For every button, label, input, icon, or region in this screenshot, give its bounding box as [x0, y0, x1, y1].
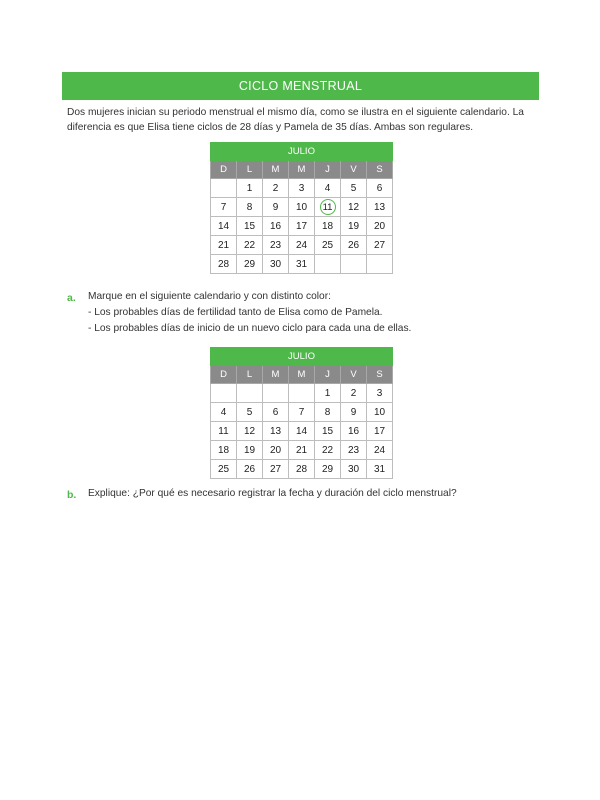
- calendar-day-cell[interactable]: 12: [341, 198, 367, 217]
- calendar-day-cell[interactable]: 26: [341, 236, 367, 255]
- calendar-july-1: [210, 142, 393, 274]
- question-a-bullet: - Los probables días de inicio de un nuevo ciclo para cada una de ellas.: [88, 323, 412, 334]
- calendar-day-cell[interactable]: 11: [211, 422, 237, 441]
- calendar-day-cell[interactable]: 27: [263, 460, 289, 479]
- calendar-day-cell[interactable]: 10: [289, 198, 315, 217]
- calendar-day-cell[interactable]: 14: [211, 217, 237, 236]
- calendar-day-cell[interactable]: 21: [211, 236, 237, 255]
- calendar-week-row: [211, 460, 393, 479]
- calendar-day-cell[interactable]: 20: [367, 217, 393, 236]
- question-a-prompt: Marque en el siguiente calendario y con distinto color:: [88, 291, 331, 302]
- calendar-week-row: [211, 441, 393, 460]
- weekday-header: M: [263, 161, 289, 179]
- calendar-day-cell[interactable]: 6: [263, 403, 289, 422]
- calendar-day-cell[interactable]: 21: [289, 441, 315, 460]
- weekday-header: M: [289, 366, 315, 384]
- calendar-day-cell[interactable]: 5: [237, 403, 263, 422]
- calendar-empty-cell[interactable]: [289, 384, 315, 403]
- calendar-day-cell[interactable]: 5: [341, 179, 367, 198]
- weekday-header: L: [237, 366, 263, 384]
- highlighted-day-circle: 11: [320, 199, 336, 215]
- calendar-day-cell[interactable]: 12: [237, 422, 263, 441]
- calendar-day-cell[interactable]: 2: [263, 179, 289, 198]
- calendar-day-cell[interactable]: 30: [263, 255, 289, 274]
- calendar-day-cell[interactable]: 22: [315, 441, 341, 460]
- calendar-empty-cell[interactable]: [211, 179, 237, 198]
- calendar-day-cell[interactable]: 6: [367, 179, 393, 198]
- question-a-text: [88, 289, 538, 337]
- calendar-day-cell[interactable]: 27: [367, 236, 393, 255]
- calendar-day-cell[interactable]: 3: [289, 179, 315, 198]
- calendar-day-cell[interactable]: 7: [211, 198, 237, 217]
- calendar-day-cell[interactable]: 4: [315, 179, 341, 198]
- calendar-day-cell[interactable]: 13: [263, 422, 289, 441]
- calendar-day-cell[interactable]: 19: [237, 441, 263, 460]
- question-b-text: Explique: ¿Por qué es necesario registrar la fecha y duración del ciclo menstrual?: [88, 488, 457, 499]
- calendar-week-row: [211, 255, 393, 274]
- calendar-week-row: [211, 217, 393, 236]
- calendar-day-cell[interactable]: 1: [237, 179, 263, 198]
- intro-paragraph: Dos mujeres inician su periodo menstrual el mismo día, como se ilustra en el siguiente calendario. La diferencia es que Elisa tiene ciclos de 28 días y Pamela de 35 días. Ambas son regulares.: [67, 107, 524, 133]
- calendar-day-cell[interactable]: 7: [289, 403, 315, 422]
- calendar-day-cell[interactable]: 14: [289, 422, 315, 441]
- calendar-empty-cell[interactable]: [367, 255, 393, 274]
- calendar-day-cell[interactable]: 25: [211, 460, 237, 479]
- calendar-empty-cell[interactable]: [263, 384, 289, 403]
- calendar-day-cell[interactable]: 15: [237, 217, 263, 236]
- calendar-day-cell[interactable]: 23: [341, 441, 367, 460]
- calendar-day-cell[interactable]: 9: [341, 403, 367, 422]
- calendar-day-cell[interactable]: 8: [315, 403, 341, 422]
- calendar-day-cell[interactable]: 24: [367, 441, 393, 460]
- calendar-empty-cell[interactable]: [315, 255, 341, 274]
- calendar-week-row: [211, 422, 393, 441]
- calendar-day-cell[interactable]: 16: [263, 217, 289, 236]
- calendar-empty-cell[interactable]: [237, 384, 263, 403]
- weekday-header: S: [367, 366, 393, 384]
- calendar-empty-cell[interactable]: [211, 384, 237, 403]
- weekday-header: D: [211, 366, 237, 384]
- calendar-day-cell[interactable]: 18: [211, 441, 237, 460]
- calendar-day-cell[interactable]: 17: [289, 217, 315, 236]
- weekday-header: S: [367, 161, 393, 179]
- calendar-day-cell[interactable]: 2: [341, 384, 367, 403]
- calendar-month: JULIO: [211, 143, 393, 161]
- calendar-day-cell[interactable]: 10: [367, 403, 393, 422]
- calendar-july-2: [210, 347, 393, 479]
- weekday-header: J: [315, 366, 341, 384]
- calendar-day-cell[interactable]: 13: [367, 198, 393, 217]
- calendar-day-cell[interactable]: 24: [289, 236, 315, 255]
- calendar-day-cell[interactable]: 15: [315, 422, 341, 441]
- question-a-label: a.: [67, 292, 76, 304]
- calendar-month: JULIO: [211, 348, 393, 366]
- calendar-day-cell[interactable]: 17: [367, 422, 393, 441]
- calendar-week-row: [211, 179, 393, 198]
- calendar-day-cell[interactable]: [315, 198, 341, 217]
- question-a-bullet: - Los probables días de fertilidad tanto de Elisa como de Pamela.: [88, 307, 383, 318]
- weekday-header: M: [263, 366, 289, 384]
- calendar-day-cell[interactable]: 28: [211, 255, 237, 274]
- calendar-day-cell[interactable]: 25: [315, 236, 341, 255]
- calendar-day-cell[interactable]: 30: [341, 460, 367, 479]
- calendar-day-cell[interactable]: 23: [263, 236, 289, 255]
- calendar-week-row: [211, 198, 393, 217]
- calendar-day-cell[interactable]: 29: [315, 460, 341, 479]
- section-title: CICLO MENSTRUAL: [62, 72, 539, 100]
- calendar-week-row: [211, 403, 393, 422]
- calendar-empty-cell[interactable]: [341, 255, 367, 274]
- calendar-day-cell[interactable]: 20: [263, 441, 289, 460]
- calendar-day-cell[interactable]: 28: [289, 460, 315, 479]
- calendar-day-cell[interactable]: 29: [237, 255, 263, 274]
- calendar-day-cell[interactable]: 4: [211, 403, 237, 422]
- weekday-header: V: [341, 366, 367, 384]
- calendar-day-cell[interactable]: 8: [237, 198, 263, 217]
- weekday-header: M: [289, 161, 315, 179]
- calendar-day-cell[interactable]: 18: [315, 217, 341, 236]
- calendar-day-cell[interactable]: 1: [315, 384, 341, 403]
- calendar-day-cell[interactable]: 31: [367, 460, 393, 479]
- calendar-day-cell[interactable]: 3: [367, 384, 393, 403]
- calendar-day-cell[interactable]: 19: [341, 217, 367, 236]
- calendar-day-cell[interactable]: 16: [341, 422, 367, 441]
- calendar-day-cell[interactable]: 26: [237, 460, 263, 479]
- calendar-day-cell[interactable]: 22: [237, 236, 263, 255]
- calendar-day-cell[interactable]: 9: [263, 198, 289, 217]
- question-b-label: b.: [67, 489, 77, 501]
- weekday-header: D: [211, 161, 237, 179]
- calendar-week-row: [211, 384, 393, 403]
- weekday-header: L: [237, 161, 263, 179]
- calendar-day-cell[interactable]: 31: [289, 255, 315, 274]
- calendar-week-row: [211, 236, 393, 255]
- weekday-header: J: [315, 161, 341, 179]
- weekday-header: V: [341, 161, 367, 179]
